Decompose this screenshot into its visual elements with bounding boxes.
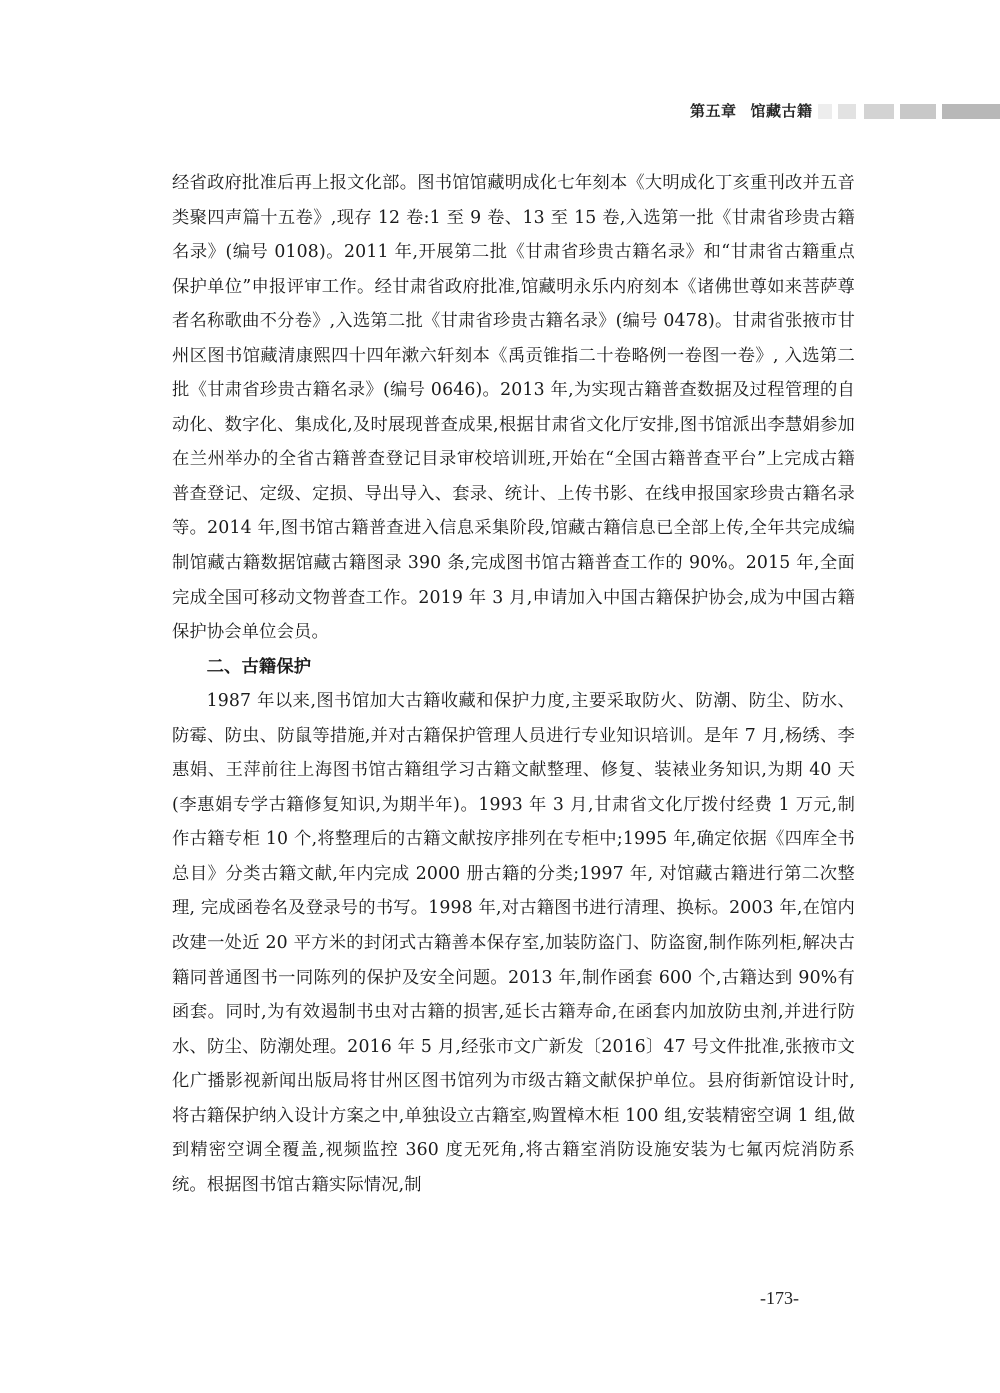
page-number: -173- <box>760 1288 799 1308</box>
paragraph: 1987 年以来,图书馆加大古籍收藏和保护力度,主要采取防火、防潮、防尘、防水、防霉、防虫、防鼠等措施,并对古籍保护管理人员进行专业知识培训。是年 7 月,杨绣、李惠娟、王萍前往上海图书馆古籍组学习古籍文献整理、修复、装裱业务知识,为期 40 天(李惠娟专学古籍修复知识,为期半年)。1993 年 3 月,甘肃省文化厅拨付经费 1 万元,制作古籍专柜 10 个,将整理后的古籍文献按序排列在专柜中;1995 年,确定依据《四库全书总目》分类古籍文献,年内完成 2000 册古籍的分类;1997 年, 对馆藏古籍进行第二次整理, 完成函卷名及登录号的书写。1998 年,对古籍图书进行清理、换标。2003 年,在馆内改建一处近 20 平方米的封闭式古籍善本保存室,加装防盗门、防盗窗,制作陈列柜,解决古籍同普通图书一同陈列的保护及安全问题。2013 年,制作函套 600 个,古籍达到 90%有函套。同时,为有效遏制书虫对古籍的损害,延长古籍寿命,在函套内加放防虫剂,并进行防水、防尘、防潮处理。2016 年 5 月,经张市文广新发〔2016〕47 号文件批准,张掖市文化广播影视新闻出版局将甘州区图书馆列为市级古籍文献保护单位。县府街新馆设计时,将古籍保护纳入设计方案之中,单独设立古籍室,购置樟木柜 100 组,安装精密空调 1 组,做到精密空调全覆盖,视频监控 360 度无死角,将古籍室消防设施安装为七氟丙烷消防系统。根据图书馆古籍实际情况,制 <box>172 691 855 1195</box>
paragraph: 经省政府批准后再上报文化部。图书馆馆藏明成化七年刻本《大明成化丁亥重刊改并五音类聚四声篇十五卷》,现存 12 卷:1 至 9 卷、13 至 15 卷,入选第一批《甘肃省珍贵古籍名录》(编号 0108)。2011 年,开展第二批《甘肃省珍贵古籍名录》和“甘肃省古籍重点保护单位”申报评审工作。经甘肃省政府批准,馆藏明永乐内府刻本《诸佛世尊如来菩萨尊者名称歌曲不分卷》,入选第二批《甘肃省珍贵古籍名录》(编号 0478)。甘肃省张掖市甘州区图书馆藏清康熙四十四年漱六轩刻本《禹贡锥指二十卷略例一卷图一卷》, 入选第二批《甘肃省珍贵古籍名录》(编号 0646)。2013 年,为实现古籍普查数据及过程管理的自动化、数字化、集成化,及时展现普查成果,根据甘肃省文化厅安排,图书馆派出李慧娟参加在兰州举办的全省古籍普查登记目录审校培训班,开始在“全国古籍普查平台”上完成古籍普查登记、定级、定损、导出导入、套录、统计、上传书影、在线申报国家珍贵古籍名录等。2014 年,图书馆古籍普查进入信息采集阶段,馆藏古籍信息已全部上传,全年共完成编制馆藏古籍数据馆藏古籍图录 390 条,完成图书馆古籍普查工作的 90%。2015 年,全面完成全国可移动文物普查工作。2019 年 3 月,申请加入中国古籍保护协会,成为中国古籍保护协会单位会员。 <box>172 173 855 643</box>
header-bar-3 <box>864 104 894 119</box>
chapter-label: 第五章 <box>690 102 737 120</box>
running-header <box>690 100 813 121</box>
chapter-title: 馆藏古籍 <box>750 102 813 120</box>
header-bar-4 <box>900 104 936 119</box>
header-bar-5 <box>942 104 1000 119</box>
header-bar-1 <box>818 104 832 119</box>
page-body <box>172 166 855 1202</box>
header-bar-2 <box>838 104 856 119</box>
section-heading: 二、古籍保护 <box>206 656 312 677</box>
